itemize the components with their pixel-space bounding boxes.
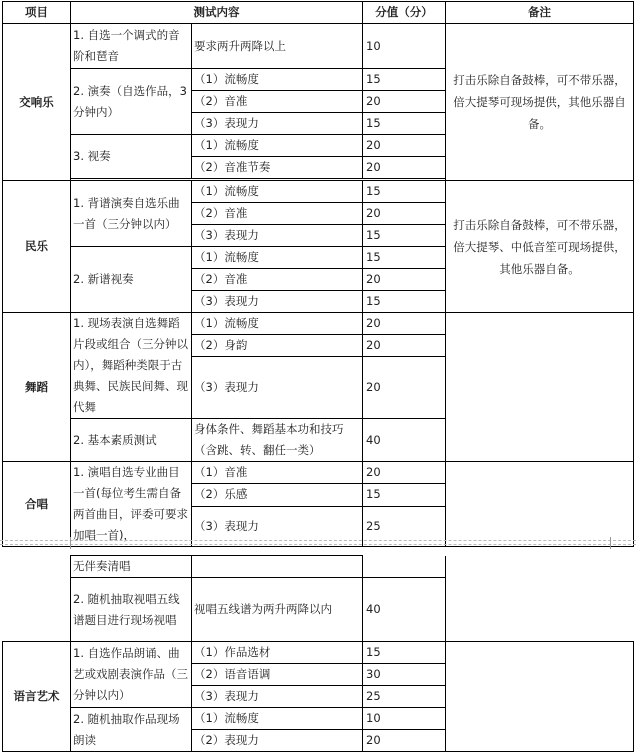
chorus-note	[446, 462, 634, 547]
chorus-item-1-sub-1: （1）音准	[192, 462, 363, 484]
language-item-1-sub-2-score: 30	[363, 664, 446, 686]
symphony-item-3-sub-1: （1）流畅度	[192, 135, 363, 157]
chorus-item-2-score: 40	[363, 578, 446, 642]
category-symphony: 交响乐	[3, 24, 71, 181]
language-item-1-sub-2: （2）语音语调	[192, 664, 363, 686]
chorus-item-1-cont-score	[363, 556, 446, 578]
chorus-item-1-sub-2: （2）乐感	[192, 484, 363, 506]
table-row	[3, 556, 634, 578]
category-language: 语言艺术	[3, 642, 71, 752]
header-score: 分值（分）	[363, 2, 446, 24]
symphony-item-3-sub-1-score: 20	[363, 135, 446, 157]
chorus-item-1-sub-2-score: 15	[363, 484, 446, 506]
symphony-item-3-sub-2-score: 20	[363, 157, 446, 179]
symphony-item-2-sub-2: （2）音准	[192, 91, 363, 113]
table-row	[3, 313, 634, 335]
symphony-item-3-sub-2: （2）音准节奏	[192, 157, 363, 179]
folk-item-1-sub-2-score: 20	[363, 203, 446, 225]
dance-item-2-desc: 身体条件、舞蹈基本功和技巧（含跳、转、翻任一类）	[192, 419, 363, 462]
language-item-1-sub-3-score: 25	[363, 686, 446, 708]
category-chorus: 合唱	[3, 462, 71, 547]
dance-item-1: 1. 现场表演自选舞蹈片段或组合（三分钟以内），舞蹈种类限于古典舞、民族民间舞、现代舞	[71, 313, 192, 419]
folk-item-2-sub-1: （1）流畅度	[192, 247, 363, 269]
symphony-note: 打击乐除自备鼓棒，可不带乐器，倍大提琴可现场提供，其他乐器自备。	[446, 24, 634, 181]
folk-item-1-sub-1: （1）流畅度	[192, 181, 363, 203]
language-item-1-sub-3: （3）表现力	[192, 686, 363, 708]
chorus-note-cont	[446, 556, 634, 642]
chorus-item-2-desc: 视唱五线谱为两升两降以内	[192, 578, 363, 642]
folk-note: 打击乐除自备鼓棒，可不带乐器，倍大提琴、中低音笙可现场提供，其他乐器自备。	[446, 181, 634, 313]
table-row	[3, 181, 634, 203]
header-note: 备注	[446, 2, 634, 24]
language-item-2-sub-2-score: 20	[363, 730, 446, 752]
symphony-item-1: 1. 自选一个调式的音阶和琶音	[71, 24, 192, 69]
folk-item-1-sub-3: （3）表现力	[192, 225, 363, 247]
dance-item-1-sub-3-score: 20	[363, 357, 446, 419]
language-note	[446, 642, 634, 752]
language-item-2-sub-1-score: 10	[363, 708, 446, 730]
folk-item-2-sub-2-score: 20	[363, 269, 446, 291]
category-folk: 民乐	[3, 181, 71, 313]
chorus-cat-cont	[3, 556, 71, 642]
dance-item-2-score: 40	[363, 419, 446, 462]
chorus-item-1-cont-blank	[192, 556, 363, 578]
language-item-2: 2. 随机抽取作品现场朗读	[71, 708, 192, 752]
language-item-1-sub-1: （1）作品选材	[192, 642, 363, 664]
dance-item-1-sub-1: （1）流畅度	[192, 313, 363, 335]
folk-item-2-sub-3-score: 15	[363, 291, 446, 313]
chorus-item-2: 2. 随机抽取视唱五线谱题目进行现场视唱	[71, 578, 192, 642]
header-row	[3, 2, 634, 24]
folk-item-1-sub-2: （2）音准	[192, 203, 363, 225]
dance-item-2: 2. 基本素质测试	[71, 419, 192, 462]
chorus-item-1: 1. 演唱自选专业曲目一首(每位考生需自备两首曲目，评委可要求加唱一首)，	[71, 462, 192, 547]
symphony-item-2: 2. 演奏（自选作品，3 分钟内）	[71, 69, 192, 135]
folk-item-2-sub-3: （3）表现力	[192, 291, 363, 313]
table-row	[3, 24, 634, 69]
test-table-page1	[2, 1, 634, 547]
symphony-item-2-sub-2-score: 20	[363, 91, 446, 113]
symphony-item-2-sub-3-score: 15	[363, 113, 446, 135]
folk-item-1: 1. 背谱演奏自选乐曲一首（三分钟以内）	[71, 181, 192, 247]
dance-item-1-sub-2: （2）身韵	[192, 335, 363, 357]
header-item: 项目	[3, 2, 71, 24]
folk-item-1-sub-1-score: 15	[363, 181, 446, 203]
category-dance: 舞蹈	[3, 313, 71, 462]
test-table-page2	[2, 555, 634, 752]
language-item-2-sub-1: （1）流畅度	[192, 708, 363, 730]
header-content: 测试内容	[71, 2, 363, 24]
table-row	[3, 642, 634, 664]
language-item-2-sub-2: （2）表现力	[192, 730, 363, 752]
page-break	[0, 537, 636, 549]
dance-note	[446, 313, 634, 462]
folk-item-2-sub-1-score: 15	[363, 247, 446, 269]
symphony-item-3: 3. 视奏	[71, 135, 192, 179]
symphony-item-1-score: 10	[363, 24, 446, 69]
chorus-item-1-cont: 无伴奏清唱	[71, 556, 192, 578]
dance-item-1-sub-1-score: 20	[363, 313, 446, 335]
chorus-item-1-sub-3: （3）表现力	[192, 506, 363, 547]
dance-item-1-sub-3: （3）表现力	[192, 357, 363, 419]
symphony-item-2-sub-1-score: 15	[363, 69, 446, 91]
folk-item-2-sub-2: （2）音准	[192, 269, 363, 291]
dance-item-1-sub-2-score: 20	[363, 335, 446, 357]
language-item-1-sub-1-score: 15	[363, 642, 446, 664]
chorus-item-1-sub-3-score: 25	[363, 506, 446, 547]
chorus-item-1-sub-1-score: 20	[363, 462, 446, 484]
symphony-item-2-sub-3: （3）表现力	[192, 113, 363, 135]
language-item-1: 1. 自选作品朗诵、曲艺或戏剧表演作品（三分钟以内）	[71, 642, 192, 708]
symphony-item-2-sub-1: （1）流畅度	[192, 69, 363, 91]
folk-item-1-sub-3-score: 15	[363, 225, 446, 247]
table-row	[3, 462, 634, 484]
folk-item-2: 2. 新谱视奏	[71, 247, 192, 313]
symphony-item-1-desc: 要求两升两降以上	[192, 24, 363, 69]
